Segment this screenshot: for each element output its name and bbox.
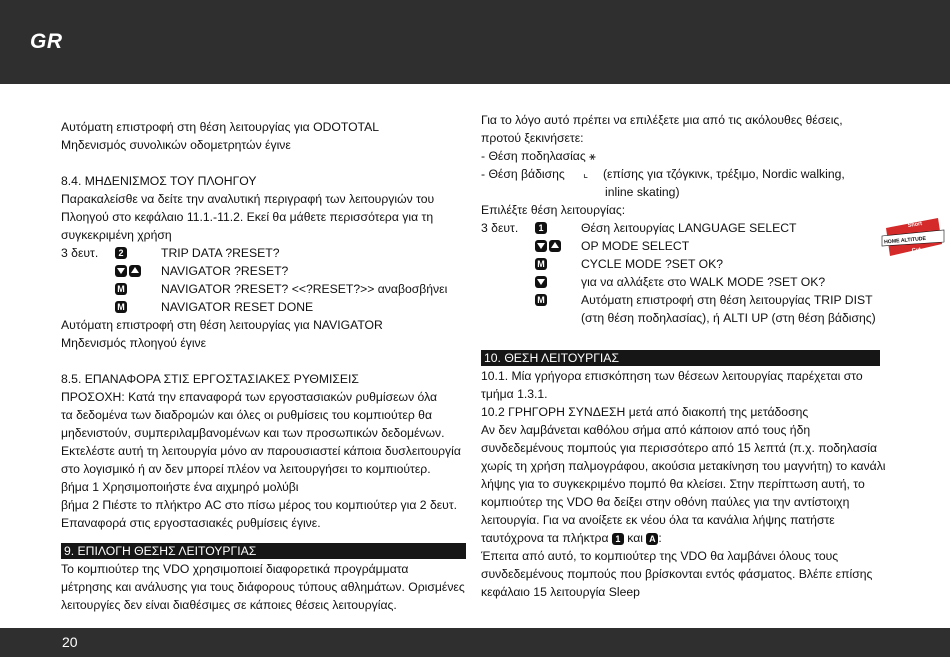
- walk-mode-desc: (επίσης για τζόγκινκ, τρέξιμο, Nordic walking,: [603, 167, 845, 181]
- step-row: [481, 309, 881, 327]
- step-text: OP MODE SELECT: [581, 239, 690, 253]
- text-line: Πλοηγού στο κεφάλαιο 11.1.-11.2. Εκεί θα μάθετε περισσότερα για τη: [61, 210, 434, 224]
- text-line: Αν δεν λαμβάνεται καθόλου σήμα από κάποιον από τους ήδη: [481, 423, 811, 437]
- page-number: 20: [62, 634, 78, 650]
- section-title: 8.5. ΕΠΑΝΑΦΟΡΑ ΣΤΙΣ ΕΡΓΟΣΤΑΣΙΑΚΕΣ ΡΥΘΜΙΣΕΙΣ: [61, 372, 359, 386]
- step-row: [61, 280, 466, 298]
- key-m-icon: M: [535, 294, 547, 306]
- bike-icon: ⚹: [589, 151, 596, 163]
- step-text: NAVIGATOR ?RESET?: [161, 264, 289, 278]
- text-line: τα δεδομένα των διαδρομών και όλες οι ρυθμίσεις του κομπιούτερ θα: [61, 408, 433, 422]
- text-line: κεφάλαιο 15 λειτουργία Sleep: [481, 585, 640, 599]
- step-text: Θέση λειτουργίας LANGUAGE SELECT: [581, 221, 797, 235]
- text-line: προτού ξεκινήσετε:: [481, 131, 584, 145]
- text-line: λειτουργίες δεν είναι διαθέσιμες σε κάποιες θέσεις λειτουργίας.: [61, 598, 397, 612]
- step-row: [481, 237, 881, 255]
- language-label: GR: [30, 30, 63, 53]
- text-line: inline skating): [605, 185, 680, 199]
- text-line: συγκεκριμένη χρήση: [61, 228, 172, 242]
- text-line: βήμα 2 Πιέστε το πλήκτρο AC στο πίσω μέρος του κομπιούτερ για 2 δευτ.: [61, 498, 458, 512]
- text-line: χωρίς τη χρήση παλμογράφου, ακούσια μετακίνηση του μαγνήτη) το κανάλι: [481, 459, 886, 473]
- text-line: τμήμα 1.3.1.: [481, 387, 548, 401]
- shoe-icon: ⌞: [583, 168, 589, 180]
- text-line: μηδενιστούν, συμπεριλαμβανομένων και των προσωπικών δεδομένων.: [61, 426, 445, 440]
- right-column: [481, 111, 886, 601]
- text-line: Παρακαλείσθε να δείτε την αναλυτική περιγραφή των λειτουργιών του: [61, 192, 435, 206]
- text-line: στο λογισμικό ή αν δεν μπορεί πλέον να λειτουργήσει το κομπιούτερ.: [61, 462, 431, 476]
- step-row: [61, 298, 466, 316]
- arrow-down-key-icon: [535, 276, 547, 288]
- text-line: συνδεδεμένους πομπούς που βρίσκονται εντός φάσματος. Βλέπε επίσης: [481, 567, 873, 581]
- text-line: Μηδενισμός πλοηγού έγινε: [61, 336, 207, 350]
- step-time: 3 δευτ.: [61, 246, 99, 260]
- text-line: Αυτόματη επιστροφή στη θέση λειτουργίας για NAVIGATOR: [61, 318, 383, 332]
- short-cut-badge-logo: [878, 216, 946, 260]
- text-line: μέτρησης και ανάλυσης για τους διάφορους τύπους αθλημάτων. Ορισμένες: [61, 580, 465, 594]
- text-line: Για το λόγο αυτό πρέπει να επιλέξετε μια από τις ακόλουθες θέσεις,: [481, 113, 843, 127]
- text-line: Επιλέξτε θέση λειτουργίας:: [481, 203, 626, 217]
- step-time: 3 δευτ.: [481, 221, 519, 235]
- left-column: [61, 118, 466, 614]
- step-text: NAVIGATOR RESET DONE: [161, 300, 314, 314]
- step-text: TRIP DATA ?RESET?: [161, 246, 280, 260]
- section-heading-bar: 10. ΘΕΣΗ ΛΕΙΤΟΥΡΓΙΑΣ: [481, 350, 880, 366]
- step-text: (στη θέση ποδηλασίας), ή ALTI UP (στη θέση βάδισης): [581, 311, 876, 325]
- text-line: Έπειτα από αυτό, το κομπιούτερ της VDO θα λαμβάνει όλους τους: [481, 549, 839, 563]
- text-line: βήμα 1 Χρησιμοποιήστε ένα αιχμηρό μολύβι: [61, 480, 299, 494]
- badge-top-text: Short: [907, 221, 923, 229]
- text-line: λειτουργία. Για να ανοίξετε εκ νέου όλα τα κανάλια λήψης πατήστε: [481, 513, 835, 527]
- step-row: [481, 219, 881, 237]
- text-line: [481, 147, 881, 165]
- text-line: ταυτόχρονα τα πλήκτρα 1 και A :: [481, 531, 662, 545]
- key-1-icon: 1: [535, 222, 547, 234]
- text-line: συνδεδεμένους πομπούς για περισσότερο από 15 λεπτά (π.χ. ποδηλασία: [481, 441, 878, 455]
- key-m-icon: M: [115, 283, 127, 295]
- arrow-down-key-icon: [115, 265, 127, 277]
- text-fragment: ταυτόχρονα τα πλήκτρα: [481, 531, 609, 545]
- top-bar: [0, 0, 950, 84]
- text-line: Εκτελέστε αυτή τη λειτουργία μόνο αν παρουσιαστεί κάποια δυσλειτουργία: [61, 444, 461, 458]
- text-line: Αυτόματη επιστροφή στη θέση λειτουργίας για ODOTOTAL: [61, 120, 379, 134]
- badge-bottom-text: Cut: [911, 246, 922, 254]
- key-1-icon: 1: [612, 533, 624, 545]
- arrow-down-key-icon: [535, 240, 547, 252]
- step-row: [61, 244, 466, 262]
- key-m-icon: M: [535, 258, 547, 270]
- key-2-icon: 2: [115, 247, 127, 259]
- text-line: Το κομπιούτερ της VDO χρησιμοποιεί διαφορετικά προγράμματα: [61, 562, 409, 576]
- text-line: [481, 165, 881, 183]
- text-line: Μηδενισμός συνολικών οδομετρητών έγινε: [61, 138, 291, 152]
- step-row: [481, 255, 881, 273]
- section-title: 8.4. ΜΗΔΕΝΙΣΜΟΣ ΤΟΥ ΠΛΟΗΓΟΥ: [61, 174, 257, 188]
- section-heading-bar: 9. ΕΠΙΛΟΓΗ ΘΕΣΗΣ ΛΕΙΤΟΥΡΓΙΑΣ: [61, 543, 466, 559]
- badge-middle-text: HOME ALTITUDE: [883, 235, 927, 246]
- arrow-up-key-icon: [549, 240, 561, 252]
- step-row: [481, 291, 881, 309]
- arrow-up-key-icon: [129, 265, 141, 277]
- text-line: 10.1. Μία γρήγορα επισκόπηση των θέσεων λειτουργίας παρέχεται στο: [481, 369, 863, 383]
- step-text: CYCLE MODE ?SET OK?: [581, 257, 724, 271]
- text-line: λήψης για το συγκεκριμένο πομπό θα κλείσει. Στην περίπτωση αυτή, το: [481, 477, 865, 491]
- bottom-bar: [0, 628, 950, 657]
- key-m-icon: M: [115, 301, 127, 313]
- text-line: Επαναφορά στις εργοστασιακές ρυθμίσεις έγινε.: [61, 516, 321, 530]
- step-row: [481, 273, 881, 291]
- text-line: ΠΡΟΣΟΧΗ: Κατά την επαναφορά των εργοστασιακών ρυθμίσεων όλα: [61, 390, 438, 404]
- step-text: για να αλλάξετε στο WALK MODE ?SET OK?: [581, 275, 826, 289]
- key-a-icon: A: [646, 533, 658, 545]
- text-line: 10.2 ΓΡΗΓΟΡΗ ΣΥΝΔΕΣΗ μετά από διακοπή της μετάδοσης: [481, 405, 809, 419]
- step-row: [61, 262, 466, 280]
- text-fragment: και: [627, 531, 643, 545]
- text-line: κομπιούτερ της VDO θα δείξει στην οθόνη παύλες για την αντίστοιχη: [481, 495, 850, 509]
- step-text: Αυτόματη επιστροφή στη θέση λειτουργίας TRIP DIST: [581, 293, 873, 307]
- step-text: NAVIGATOR ?RESET? <<?RESET?>> αναβοσβήνει: [161, 282, 448, 296]
- walk-mode-label: - Θέση βάδισης: [481, 167, 565, 181]
- cycle-mode-label: - Θέση ποδηλασίας: [481, 149, 586, 163]
